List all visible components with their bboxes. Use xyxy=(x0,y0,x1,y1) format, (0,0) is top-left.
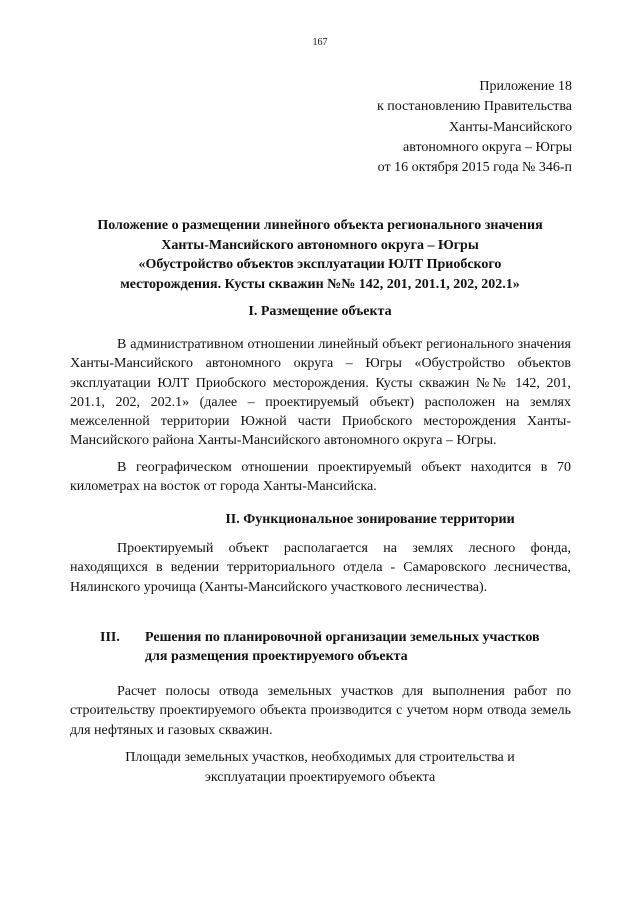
section2-heading: II. Функциональное зонирование территории xyxy=(225,512,515,527)
title-line: Положение о размещении линейного объекта регионального значения xyxy=(97,218,543,233)
appendix-line: к постановлению Правительства xyxy=(376,99,572,115)
document-title xyxy=(70,216,570,294)
appendix-line: автономного округа – Югры xyxy=(403,139,572,155)
appendix-line: от 16 октября 2015 года № 346-п xyxy=(377,160,572,176)
section1-paragraph-geography: В географическом отношении проектируемый объект находится в 70 километрах на восток от города Ханты-Мансийска. xyxy=(70,460,571,495)
section3-paragraph: Расчет полосы отвода земельных участков для выполнения работ по строительству проектируемого объекта производится с учетом норм отвода земель для нефтяных и газовых скважин. xyxy=(70,684,571,738)
section3-heading-line: Решения по планировочной организации земельных участков xyxy=(145,630,540,645)
section2-paragraph: Проектируемый объект располагается на землях лесного фонда, находящихся в ведении территориального отдела - Самаровского лесничества, Нялинского урочища (Ханты-Мансийского участкового лесничества). xyxy=(70,541,571,595)
appendix-line: Приложение 18 xyxy=(479,79,572,94)
section3-heading-line: для размещения проектируемого объекта xyxy=(145,649,408,664)
appendix-reference xyxy=(377,77,572,178)
table-caption xyxy=(70,748,570,787)
title-line: месторождения. Кусты скважин №№ 142, 201, 201.1, 202, 202.1» xyxy=(120,276,520,292)
section3-number: III. xyxy=(100,630,120,645)
caption-line: Площади земельных участков, необходимых для строительства и xyxy=(125,750,515,765)
title-line: «Обустройство объектов эксплуатации ЮЛТ Приобского xyxy=(138,257,502,272)
page-number: 167 xyxy=(312,37,328,48)
section3-heading-text xyxy=(145,628,575,666)
appendix-line: Ханты-Мансийского xyxy=(448,119,572,135)
section1-paragraph-location: В административном отношении линейный объект регионального значения Ханты-Мансийского автономного округа – Югры «Обустройство объектов эксплуатации ЮЛТ Приобского месторождения. Кусты скважин №№ 142, 201, 201.1, 202, 202.1» (далее – проектируемый объект) расположен на землях межселенной территории Южной части Приобского месторождения Ханты-Мансийского района Ханты-Мансийского автономного округа – Югры. xyxy=(70,337,571,449)
section1-heading: I. Размещение объекта xyxy=(248,304,392,319)
title-line: Ханты-Мансийского автономного округа – Югры xyxy=(161,237,479,253)
caption-line: эксплуатации проектируемого объекта xyxy=(204,769,436,785)
